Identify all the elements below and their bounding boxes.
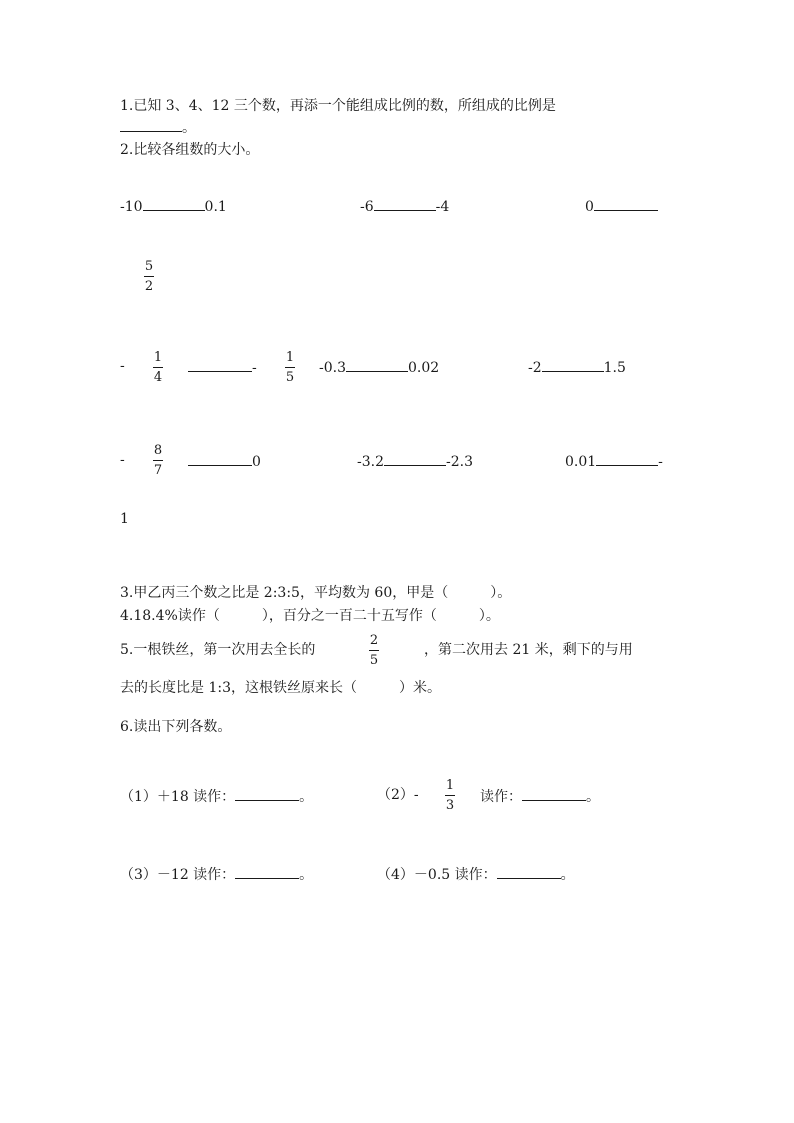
q2-r3-c — [565, 453, 663, 469]
q2-r2-b-blank[interactable] — [346, 359, 408, 372]
q5-part1: 5.一根铁丝，第一次用去全长的 — [120, 642, 316, 658]
fraction-denominator: 5 — [285, 370, 295, 385]
q2-r1-b-right: -4 — [435, 199, 450, 215]
q6-item2-mid: 读作： — [480, 789, 522, 805]
q2-r3-b-left: -3.2 — [357, 454, 384, 470]
fraction-denominator: 2 — [144, 279, 154, 294]
q2-r1-b — [360, 198, 449, 214]
q6-item4-label: （4）－0.5 读作： — [377, 867, 497, 883]
q2-r3-b — [357, 453, 473, 469]
fraction-denominator: 7 — [153, 463, 163, 478]
q6-item3-label: （3）－12 读作： — [120, 867, 236, 883]
q6-item2-rest — [480, 788, 600, 804]
q6-item1-blank[interactable] — [235, 788, 299, 801]
fraction-denominator: 3 — [445, 798, 455, 813]
fraction-denominator: 4 — [153, 370, 163, 385]
q2-r1-c — [585, 198, 658, 214]
fraction-bar — [144, 276, 154, 277]
q5-fraction — [369, 634, 379, 667]
q2-r3-a-fraction — [153, 444, 163, 477]
q2-r1-a-blank[interactable] — [143, 198, 205, 211]
q6-item1-label: （1）＋18 读作： — [120, 789, 236, 805]
q6-item4-end: 。 — [560, 867, 575, 883]
q2-r2-c-left: -2 — [528, 360, 542, 376]
fraction-numerator: 1 — [285, 350, 295, 365]
q6-item2-fraction — [445, 779, 455, 812]
q4-text: 4.18.4%读作（ ），百分之一百二十五写作（ ）。 — [120, 608, 500, 624]
q2-r2-b-left: -0.3 — [319, 360, 346, 376]
q2-r2-c-blank[interactable] — [542, 359, 604, 372]
fraction-numerator: 2 — [369, 633, 379, 648]
fraction-numerator: 8 — [153, 443, 163, 458]
q6-item2-end: 。 — [586, 789, 600, 805]
q6-item3-blank[interactable] — [235, 866, 299, 879]
q3-text: 3.甲乙丙三个数之比是 2:3:5，平均数为 60，甲是（ ）。 — [120, 585, 512, 601]
q6-item4 — [377, 866, 575, 882]
q2-r3-c-blank[interactable] — [596, 453, 658, 466]
q2-r1-a-right: 0.1 — [204, 199, 227, 215]
q2-r2-a-blank[interactable] — [188, 359, 252, 372]
q6-item3 — [120, 866, 313, 882]
q2-r2-b-right: 0.02 — [408, 360, 440, 376]
q2-r1-b-blank[interactable] — [374, 198, 436, 211]
q2-r3-a-blank[interactable] — [188, 453, 252, 466]
q2-r2-a-mid — [188, 359, 257, 375]
q1-end: 。 — [182, 120, 196, 136]
q6-item4-blank[interactable] — [497, 866, 561, 879]
q1-blank[interactable] — [120, 119, 182, 132]
q2-r2-c-right: 1.5 — [603, 360, 626, 376]
q2-r3-a-right: 0 — [252, 454, 261, 470]
fraction-numerator: 1 — [445, 778, 455, 793]
q2-r2-a-minus: - — [120, 358, 125, 374]
fraction-bar — [153, 460, 163, 461]
q1-text: 1.已知 3、4、12 三个数，再添一个能组成比例的数，所组成的比例是 — [120, 98, 556, 114]
q2-r3-c-right: - — [658, 454, 663, 470]
q2-r1-a — [120, 198, 227, 214]
q2-r1-c-blank[interactable] — [594, 198, 658, 211]
q1-answer-line — [120, 119, 196, 135]
q2-r2-a-minus2: - — [252, 360, 257, 376]
fraction-bar — [285, 367, 295, 368]
q2-r2-a-fraction — [153, 351, 163, 384]
q2-r3-c-left: 0.01 — [565, 454, 597, 470]
q5-part2: ，第二次用去 21 米，剩下的与用 — [424, 642, 633, 658]
q2-title: 2.比较各组数的大小。 — [120, 142, 260, 158]
q2-r2-c — [528, 359, 626, 375]
q6-title: 6.读出下列各数。 — [120, 719, 232, 735]
q6-item1 — [120, 788, 313, 804]
q2-r3-a-minus: - — [120, 452, 125, 468]
q2-r1-b-left: -6 — [360, 199, 374, 215]
q2-r3-a-mid — [188, 453, 261, 469]
q2-r3-b-right: -2.3 — [446, 454, 473, 470]
q2-r2-a-fraction2 — [285, 351, 295, 384]
fraction-numerator: 1 — [153, 350, 163, 365]
fraction-bar — [369, 650, 379, 651]
q2-r2-b — [319, 359, 439, 375]
q2-r1-c-left: 0 — [585, 199, 594, 215]
q6-item1-end: 。 — [299, 789, 314, 805]
q2-r3-c-wrap: 1 — [120, 511, 129, 527]
q6-item3-end: 。 — [299, 867, 314, 883]
q2-r1-c-fraction — [144, 260, 154, 293]
q2-r1-a-left: -10 — [120, 199, 143, 215]
fraction-denominator: 5 — [369, 653, 379, 668]
fraction-bar — [153, 367, 163, 368]
q6-item2-label: （2）- — [377, 787, 419, 803]
fraction-bar — [445, 795, 455, 796]
fraction-numerator: 5 — [144, 259, 154, 274]
q6-item2-blank[interactable] — [522, 788, 586, 801]
q5-line2: 去的长度比是 1:3，这根铁丝原来长（ ）米。 — [120, 680, 441, 696]
q2-r3-b-blank[interactable] — [384, 453, 446, 466]
